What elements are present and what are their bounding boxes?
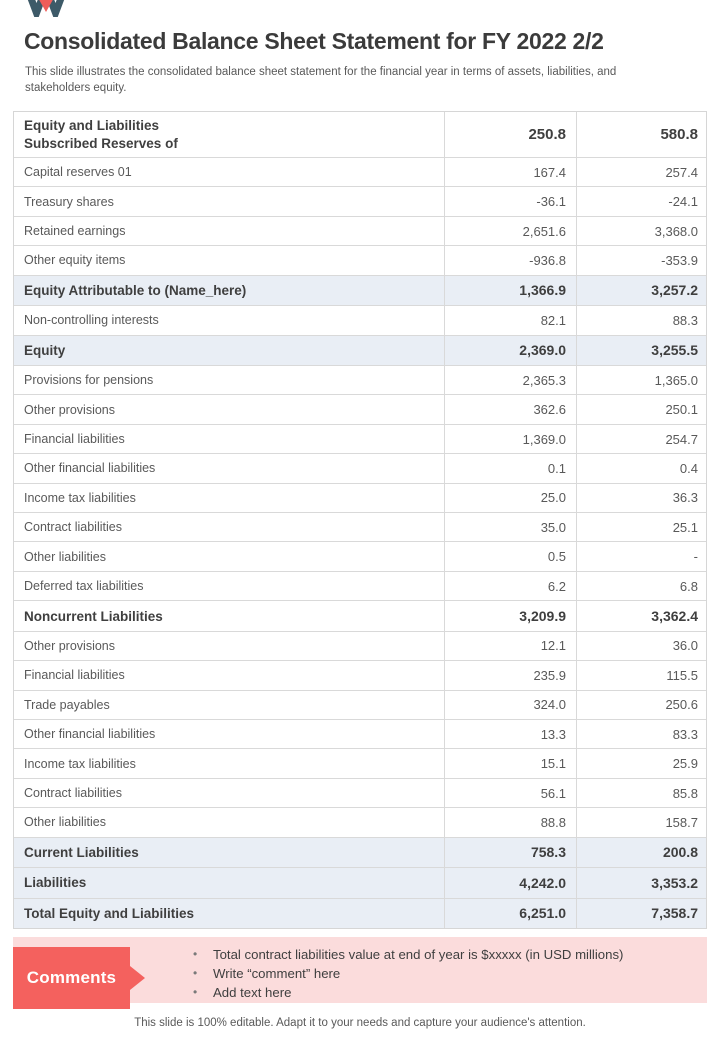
row-value-current: 6,251.0 [444, 899, 576, 928]
row-label: Other provisions [24, 402, 116, 417]
table-row [14, 158, 706, 187]
table-row [14, 542, 706, 571]
row-value-prior: 25.9 [576, 749, 708, 777]
row-label: Current Liabilities [24, 844, 139, 860]
row-value-prior: 6.8 [576, 572, 708, 600]
table-row [14, 425, 706, 454]
row-label: Treasury shares [24, 194, 114, 209]
row-value-prior: -24.1 [576, 187, 708, 215]
row-value-prior: 3,362.4 [576, 601, 708, 630]
row-value-prior: 3,257.2 [576, 276, 708, 305]
row-value-current: 56.1 [444, 779, 576, 807]
table-row [14, 808, 706, 837]
row-value-prior: 88.3 [576, 306, 708, 334]
row-label: Other equity items [24, 253, 126, 268]
bullet-icon: • [193, 985, 198, 999]
row-label: Trade payables [24, 697, 110, 712]
comment-item: • Total contract liabilities value at end of year is $xxxxx (in USD millions) [193, 947, 624, 962]
table-row [14, 395, 706, 424]
row-label: Non-controlling interests [24, 313, 159, 328]
row-value-current: 88.8 [444, 808, 576, 836]
row-label: Liabilities [24, 875, 87, 891]
row-value-current: 2,651.6 [444, 217, 576, 245]
row-value-current: 758.3 [444, 838, 576, 867]
comment-item: • Write “comment” here [193, 966, 341, 981]
row-value-current: 2,365.3 [444, 366, 576, 394]
row-label: Contract liabilities [24, 786, 122, 801]
table-row [14, 306, 706, 335]
table-row [14, 661, 706, 690]
row-label: Equity [24, 342, 66, 358]
row-value-current: 324.0 [444, 691, 576, 719]
row-value-prior: 7,358.7 [576, 899, 708, 928]
comments-tag [13, 947, 130, 1009]
row-label: Other liabilities [24, 815, 106, 830]
row-value-prior: 115.5 [576, 661, 708, 689]
row-value-current: 25.0 [444, 484, 576, 512]
row-value-current: 167.4 [444, 158, 576, 186]
row-value-prior: 25.1 [576, 513, 708, 541]
table-row [14, 454, 706, 483]
row-label: Contract liabilities [24, 520, 122, 535]
row-value-current: 82.1 [444, 306, 576, 334]
comments-list [193, 945, 697, 1002]
row-value-prior: 254.7 [576, 425, 708, 453]
row-label: Total Equity and Liabilities [24, 905, 195, 921]
row-value-current: 235.9 [444, 661, 576, 689]
row-label: Other provisions [24, 638, 116, 653]
table-row [14, 899, 706, 928]
row-label: Capital reserves 01 [24, 165, 132, 180]
row-value-prior: 250.1 [576, 395, 708, 423]
table-row [14, 720, 706, 749]
row-value-prior: 3,353.2 [576, 868, 708, 897]
page-title: Consolidated Balance Sheet Statement for FY 2022 2/2 [24, 28, 604, 54]
row-value-current: 15.1 [444, 749, 576, 777]
row-value-current: 4,242.0 [444, 868, 576, 897]
row-value-prior: 250.6 [576, 691, 708, 719]
table-row [14, 868, 706, 898]
table-row [14, 513, 706, 542]
row-label: Equity and Liabilities Subscribed Reserves of [24, 117, 178, 151]
row-value-current: -936.8 [444, 246, 576, 274]
row-label: Financial liabilities [24, 668, 125, 683]
row-label: Income tax liabilities [24, 756, 136, 771]
table-row [14, 336, 706, 366]
row-label: Noncurrent Liabilities [24, 608, 163, 624]
row-value-current: 2,369.0 [444, 336, 576, 365]
row-label: Deferred tax liabilities [24, 579, 144, 594]
table-row [14, 217, 706, 246]
row-value-prior: 36.3 [576, 484, 708, 512]
row-value-prior: 83.3 [576, 720, 708, 748]
table-row [14, 246, 706, 275]
row-label: Equity Attributable to (Name_here) [24, 282, 247, 298]
bullet-icon: • [193, 947, 198, 961]
page-subtitle: This slide illustrates the consolidated balance sheet statement for the financial year in terms of assets, liabilities, and stakeholders equity. [25, 66, 617, 94]
table-row [14, 187, 706, 216]
row-value-current: 1,366.9 [444, 276, 576, 305]
table-row [14, 276, 706, 306]
table-row [14, 838, 706, 868]
row-value-prior: 3,255.5 [576, 336, 708, 365]
table-row [14, 691, 706, 720]
row-label: Other liabilities [24, 549, 106, 564]
row-value-current: 362.6 [444, 395, 576, 423]
row-value-current: -36.1 [444, 187, 576, 215]
row-value-prior: 257.4 [576, 158, 708, 186]
row-value-prior: 1,365.0 [576, 366, 708, 394]
row-value-prior: 36.0 [576, 632, 708, 660]
row-value-prior: 200.8 [576, 838, 708, 867]
row-value-current: 6.2 [444, 572, 576, 600]
row-label: Financial liabilities [24, 432, 125, 446]
comment-item: • Add text here [193, 985, 292, 1000]
bullet-icon: • [193, 966, 198, 980]
row-value-prior: 580.8 [576, 112, 708, 157]
row-value-current: 12.1 [444, 632, 576, 660]
balance-sheet-table [13, 111, 707, 929]
table-row [14, 749, 706, 778]
table-row [14, 572, 706, 601]
brand-logo-icon [27, 0, 65, 17]
table-row [14, 366, 706, 395]
row-value-current: 35.0 [444, 513, 576, 541]
row-value-current: 3,209.9 [444, 601, 576, 630]
row-label: Retained earnings [24, 224, 126, 239]
table-row [14, 601, 706, 631]
row-value-prior: 3,368.0 [576, 217, 708, 245]
table-row [14, 632, 706, 661]
row-value-prior: 0.4 [576, 454, 708, 482]
comments-tag-label: Comments [26, 968, 117, 987]
row-label: Other financial liabilities [24, 461, 156, 476]
row-value-prior: -353.9 [576, 246, 708, 274]
row-value-current: 0.1 [444, 454, 576, 482]
table-row [14, 779, 706, 808]
table-row [14, 484, 706, 513]
row-label: Provisions for pensions [24, 373, 154, 388]
row-label: Income tax liabilities [24, 490, 136, 505]
row-value-current: 1,369.0 [444, 425, 576, 453]
footer-note: This slide is 100% editable. Adapt it to your needs and capture your audience's attention. [134, 1017, 586, 1029]
row-value-current: 13.3 [444, 720, 576, 748]
row-value-current: 250.8 [444, 112, 576, 157]
row-value-prior: 85.8 [576, 779, 708, 807]
row-value-prior: 158.7 [576, 808, 708, 836]
row-value-current: 0.5 [444, 542, 576, 570]
row-label: Other financial liabilities [24, 727, 156, 742]
row-value-prior: - [576, 542, 708, 570]
table-row [14, 112, 706, 158]
